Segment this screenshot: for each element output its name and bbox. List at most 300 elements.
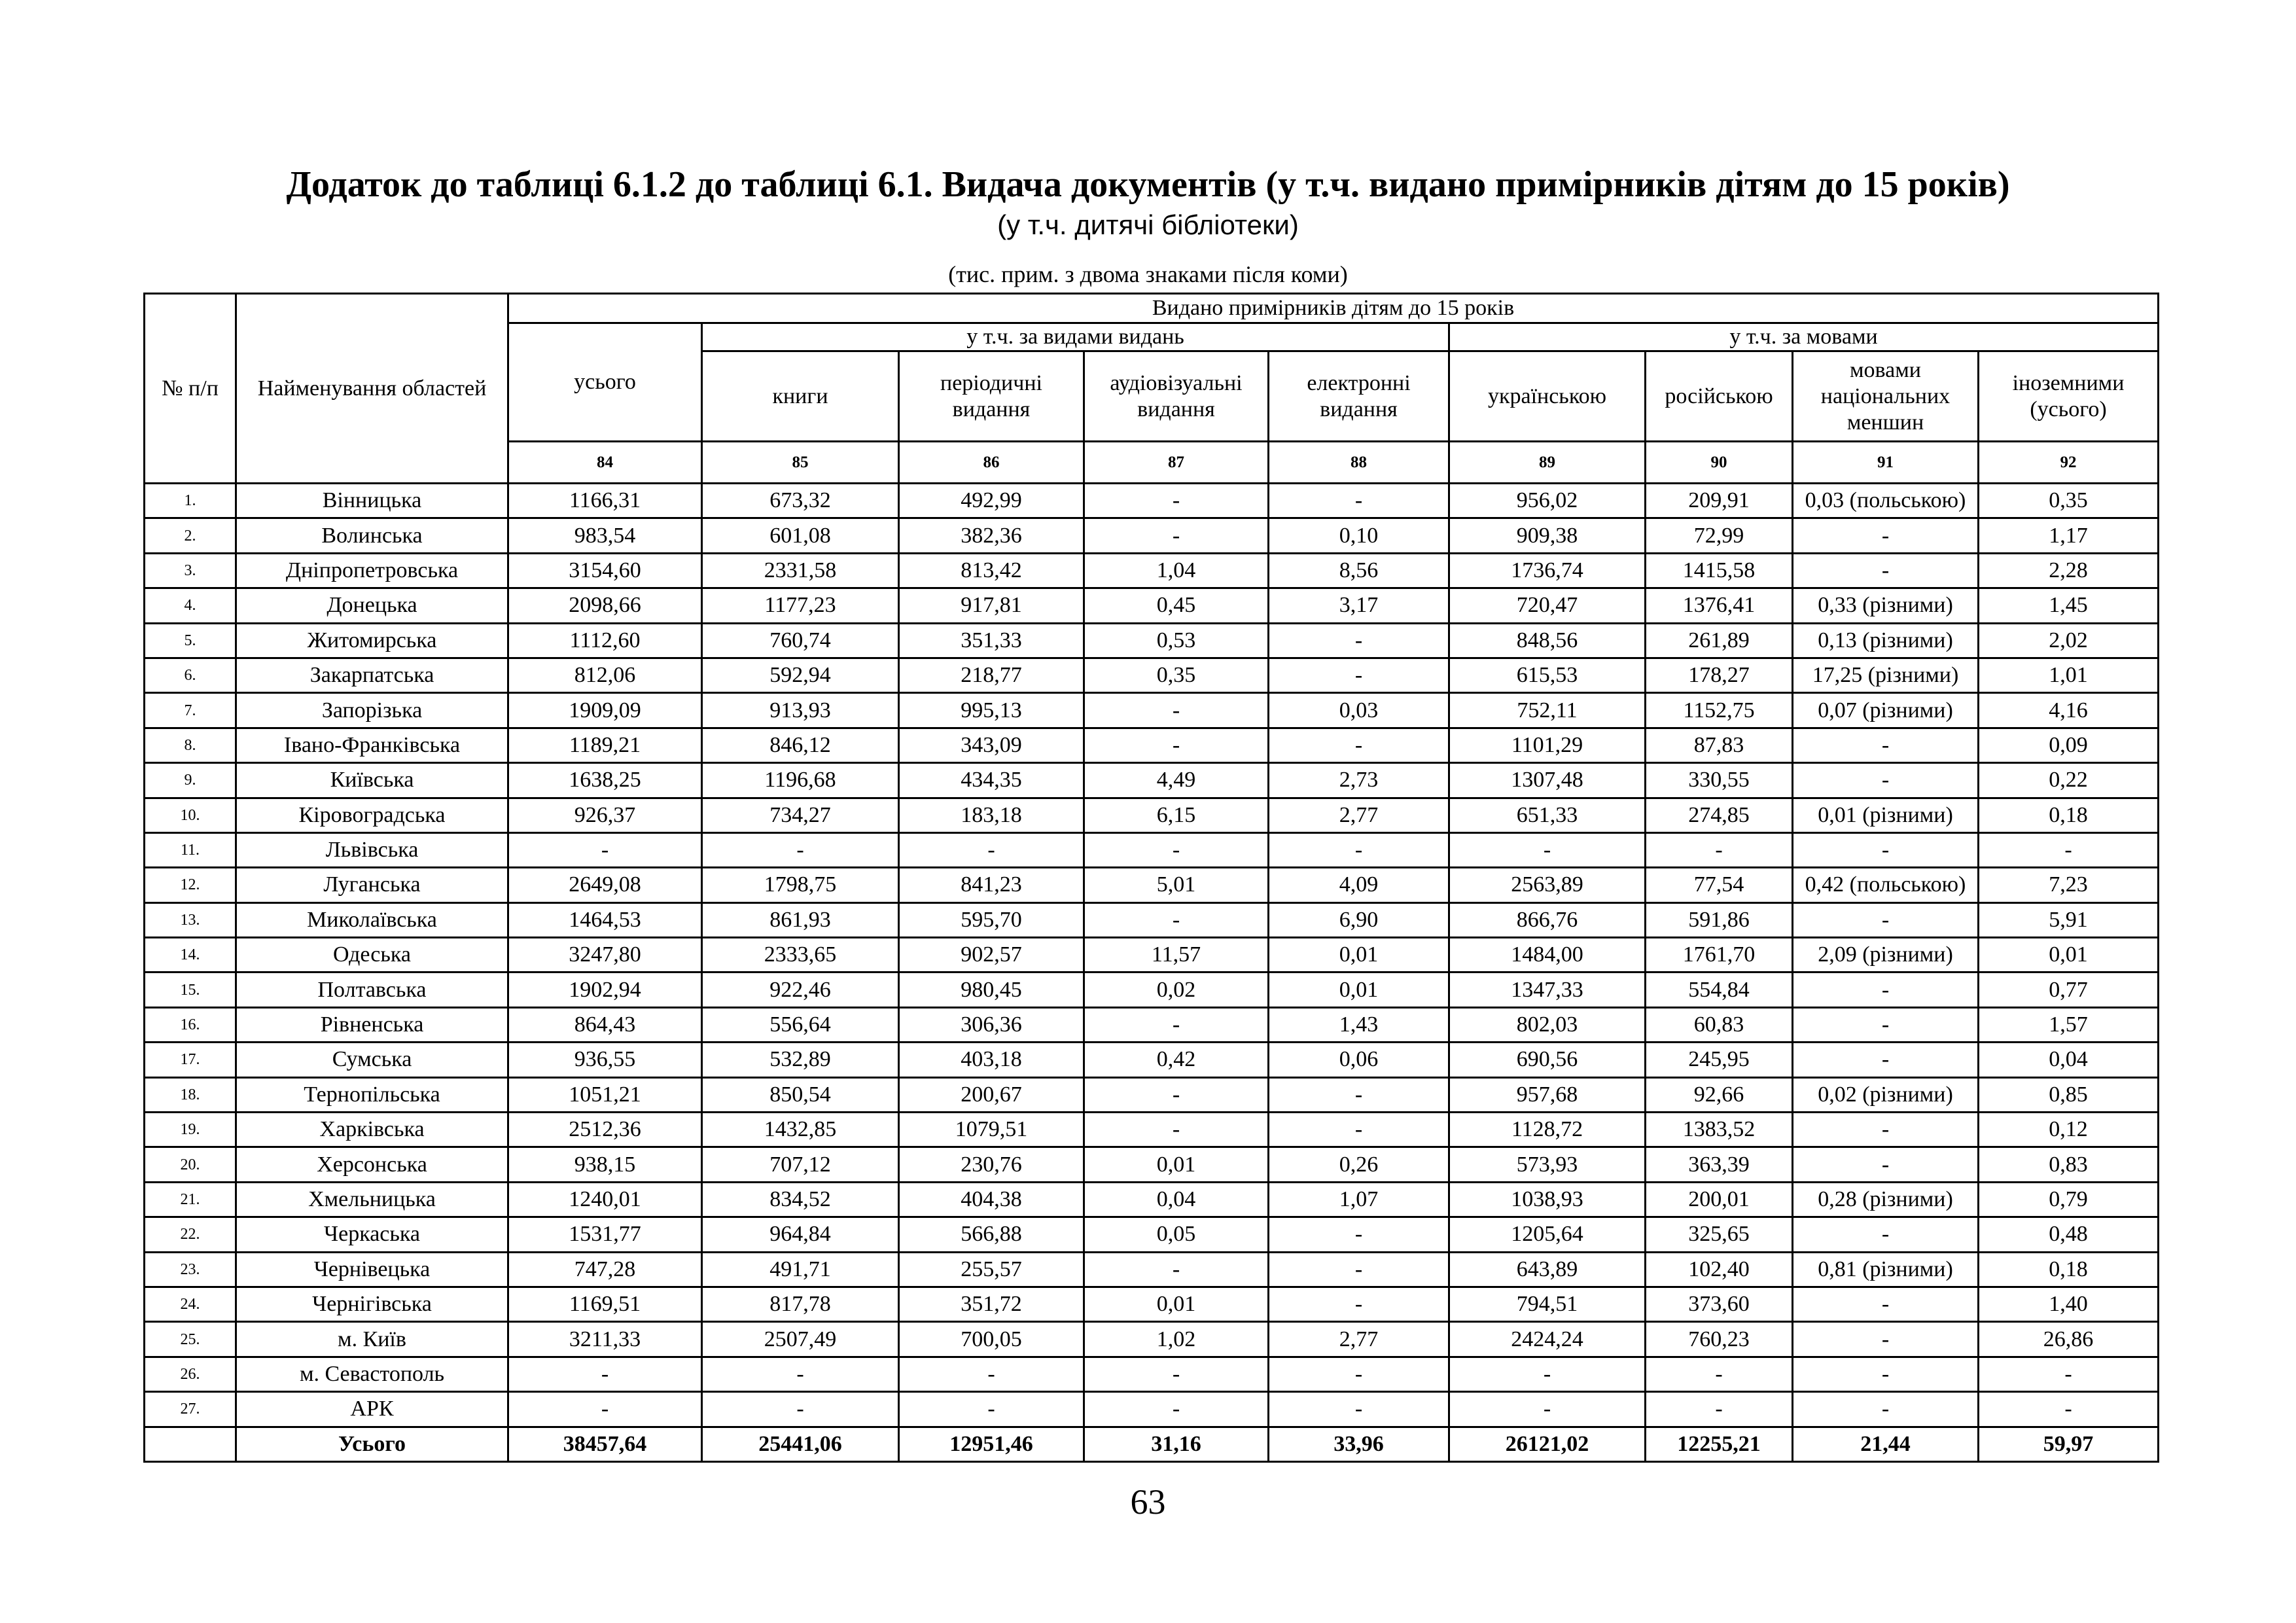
column-number: 91: [1793, 442, 1979, 484]
table-cell: 351,72: [899, 1287, 1084, 1321]
table-cell: -: [702, 832, 899, 867]
region-name: Одеська: [236, 938, 508, 972]
table-cell: -: [1269, 1252, 1449, 1287]
header-by-language: у т.ч. за мовами: [1449, 323, 2159, 351]
table-cell: 245,95: [1646, 1043, 1793, 1077]
table-cell: -: [1793, 832, 1979, 867]
table-body: [145, 484, 2159, 1462]
region-name: Івано-Франківська: [236, 728, 508, 762]
table-cell: 3211,33: [508, 1322, 702, 1357]
table-cell: 957,68: [1449, 1077, 1646, 1112]
table-cell: 434,35: [899, 763, 1084, 798]
table-cell: 4,16: [1979, 693, 2159, 728]
row-number: 26.: [145, 1357, 236, 1391]
region-name: Донецька: [236, 588, 508, 623]
table-cell: 230,76: [899, 1147, 1084, 1182]
region-name: АРК: [236, 1392, 508, 1427]
row-number: 4.: [145, 588, 236, 623]
table-cell: -: [1269, 1392, 1449, 1427]
table-cell: 1,04: [1084, 553, 1269, 588]
table-cell: 1,02: [1084, 1322, 1269, 1357]
table-cell: -: [1269, 1217, 1449, 1252]
table-cell: -: [1979, 1357, 2159, 1391]
table-cell: 1909,09: [508, 693, 702, 728]
table-cell: 31,16: [1084, 1427, 1269, 1461]
table-cell: 403,18: [899, 1043, 1084, 1077]
table-cell: 0,26: [1269, 1147, 1449, 1182]
table-cell: -: [1793, 1113, 1979, 1147]
region-name: Дніпропетровська: [236, 553, 508, 588]
region-name: Хмельницька: [236, 1182, 508, 1217]
region-name: Сумська: [236, 1043, 508, 1077]
table-cell: -: [1084, 693, 1269, 728]
table-cell: -: [1084, 1007, 1269, 1042]
table-cell: 26,86: [1979, 1322, 2159, 1357]
table-cell: 2098,66: [508, 588, 702, 623]
table-cell: 864,43: [508, 1007, 702, 1042]
table-cell: -: [508, 832, 702, 867]
header-col-foreign: іноземними (усього): [1979, 351, 2159, 442]
data-table: [143, 293, 2159, 1463]
table-cell: -: [1793, 972, 1979, 1007]
table-cell: 834,52: [702, 1182, 899, 1217]
table-cell: -: [1269, 1287, 1449, 1321]
table-cell: 2512,36: [508, 1113, 702, 1147]
table-cell: 363,39: [1646, 1147, 1793, 1182]
region-name: Волинська: [236, 518, 508, 553]
table-row: [145, 728, 2159, 762]
table-cell: 573,93: [1449, 1147, 1646, 1182]
table-cell: 1,57: [1979, 1007, 2159, 1042]
region-name: Луганська: [236, 868, 508, 902]
row-number: 18.: [145, 1077, 236, 1112]
table-cell: -: [508, 1357, 702, 1391]
table-cell: -: [702, 1357, 899, 1391]
table-cell: 255,57: [899, 1252, 1084, 1287]
row-number: 25.: [145, 1322, 236, 1357]
region-name: Харківська: [236, 1113, 508, 1147]
page-number: 63: [1130, 1482, 1166, 1522]
table-cell: 1307,48: [1449, 763, 1646, 798]
table-cell: 1798,75: [702, 868, 899, 902]
table-cell: 846,12: [702, 728, 899, 762]
table-cell: -: [1793, 518, 1979, 553]
table-cell: 841,23: [899, 868, 1084, 902]
table-cell: 0,18: [1979, 1252, 2159, 1287]
table-cell: 1189,21: [508, 728, 702, 762]
header-col-periodicals: періодичні видання: [899, 351, 1084, 442]
table-cell: 6,90: [1269, 902, 1449, 937]
table-cell: 556,64: [702, 1007, 899, 1042]
table-cell: 802,03: [1449, 1007, 1646, 1042]
table-cell: 2,09 (різними): [1793, 938, 1979, 972]
table-cell: 601,08: [702, 518, 899, 553]
table-cell: 817,78: [702, 1287, 899, 1321]
table-cell: 2507,49: [702, 1322, 899, 1357]
table-cell: 936,55: [508, 1043, 702, 1077]
table-cell: 92,66: [1646, 1077, 1793, 1112]
table-cell: 2,77: [1269, 1322, 1449, 1357]
table-cell: 0,01: [1084, 1287, 1269, 1321]
row-number: 2.: [145, 518, 236, 553]
row-number: 7.: [145, 693, 236, 728]
header-col-books: книги: [702, 351, 899, 442]
table-cell: 1038,93: [1449, 1182, 1646, 1217]
table-cell: 0,33 (різними): [1793, 588, 1979, 623]
table-cell: 17,25 (різними): [1793, 658, 1979, 692]
column-number: 84: [508, 442, 702, 484]
table-cell: 595,70: [899, 902, 1084, 937]
table-cell: 1464,53: [508, 902, 702, 937]
region-name: Херсонська: [236, 1147, 508, 1182]
table-cell: -: [1269, 1113, 1449, 1147]
table-cell: 1166,31: [508, 484, 702, 518]
header-col-electronic: електронні видання: [1269, 351, 1449, 442]
table-cell: 87,83: [1646, 728, 1793, 762]
region-name: Житомирська: [236, 623, 508, 658]
row-number: 20.: [145, 1147, 236, 1182]
table-cell: 26121,02: [1449, 1427, 1646, 1461]
table-cell: 983,54: [508, 518, 702, 553]
table-cell: -: [1269, 623, 1449, 658]
table-cell: 1484,00: [1449, 938, 1646, 972]
table-cell: 2649,08: [508, 868, 702, 902]
row-number: 14.: [145, 938, 236, 972]
table-cell: -: [1449, 1392, 1646, 1427]
table-cell: -: [1084, 1357, 1269, 1391]
table-cell: 913,93: [702, 693, 899, 728]
table-cell: 651,33: [1449, 798, 1646, 832]
table-row: [145, 1252, 2159, 1287]
table-row: [145, 658, 2159, 692]
table-cell: 813,42: [899, 553, 1084, 588]
table-cell: 2563,89: [1449, 868, 1646, 902]
table-cell: 866,76: [1449, 902, 1646, 937]
table-row: [145, 588, 2159, 623]
table-cell: 261,89: [1646, 623, 1793, 658]
table-cell: 794,51: [1449, 1287, 1646, 1321]
table-cell: 11,57: [1084, 938, 1269, 972]
table-cell: 591,86: [1646, 902, 1793, 937]
table-cell: 382,36: [899, 518, 1084, 553]
page-subtitle: (у т.ч. дитячі бібліотеки): [997, 209, 1299, 240]
table-cell: 902,57: [899, 938, 1084, 972]
page-title: Додаток до таблиці 6.1.2 до таблиці 6.1. Видача документів (у т.ч. видано примірників дітям до 15 років): [286, 164, 2010, 205]
table-cell: -: [1793, 1043, 1979, 1077]
table-cell: 4,09: [1269, 868, 1449, 902]
table-cell: 3247,80: [508, 938, 702, 972]
table-row: [145, 518, 2159, 553]
table-row: [145, 868, 2159, 902]
table-cell: 0,45: [1084, 588, 1269, 623]
table-cell: 1051,21: [508, 1077, 702, 1112]
table-cell: 707,12: [702, 1147, 899, 1182]
table-cell: 592,94: [702, 658, 899, 692]
table-cell: 720,47: [1449, 588, 1646, 623]
table-cell: -: [1084, 518, 1269, 553]
table-cell: 0,79: [1979, 1182, 2159, 1217]
table-cell: 6,15: [1084, 798, 1269, 832]
table-cell: 274,85: [1646, 798, 1793, 832]
table-cell: 0,35: [1979, 484, 2159, 518]
total-row: [145, 1427, 2159, 1461]
table-cell: 1,17: [1979, 518, 2159, 553]
table-cell: 938,15: [508, 1147, 702, 1182]
table-cell: -: [1793, 1357, 1979, 1391]
column-number: 90: [1646, 442, 1793, 484]
header-col-audiovisual: аудіовізуальні видання: [1084, 351, 1269, 442]
table-cell: 0,09: [1979, 728, 2159, 762]
table-cell: 673,32: [702, 484, 899, 518]
column-number: 87: [1084, 442, 1269, 484]
table-row: [145, 693, 2159, 728]
table-row: [145, 972, 2159, 1007]
table-cell: 102,40: [1646, 1252, 1793, 1287]
row-number: 16.: [145, 1007, 236, 1042]
table-cell: 917,81: [899, 588, 1084, 623]
table-cell: 850,54: [702, 1077, 899, 1112]
region-name: Запорізька: [236, 693, 508, 728]
table-cell: 1112,60: [508, 623, 702, 658]
table-cell: -: [1449, 832, 1646, 867]
row-number: 3.: [145, 553, 236, 588]
table-row: [145, 1077, 2159, 1112]
row-number: 27.: [145, 1392, 236, 1427]
table-row: [145, 1147, 2159, 1182]
table-cell: 861,93: [702, 902, 899, 937]
table-cell: 2,77: [1269, 798, 1449, 832]
table-cell: -: [1979, 1392, 2159, 1427]
table-cell: 1240,01: [508, 1182, 702, 1217]
table-row: [145, 623, 2159, 658]
table-cell: 1761,70: [1646, 938, 1793, 972]
table-cell: 1638,25: [508, 763, 702, 798]
table-cell: 1101,29: [1449, 728, 1646, 762]
table-cell: 760,23: [1646, 1322, 1793, 1357]
column-number: 86: [899, 442, 1084, 484]
table-cell: 0,42: [1084, 1043, 1269, 1077]
table-cell: 404,38: [899, 1182, 1084, 1217]
table-cell: 0,83: [1979, 1147, 2159, 1182]
table-cell: 848,56: [1449, 623, 1646, 658]
table-row: [145, 1287, 2159, 1321]
table-cell: 2,28: [1979, 553, 2159, 588]
table-cell: 1383,52: [1646, 1113, 1793, 1147]
table-cell: -: [1646, 832, 1793, 867]
table-cell: -: [1084, 1077, 1269, 1112]
table-cell: -: [1793, 1392, 1979, 1427]
table-cell: 1,40: [1979, 1287, 2159, 1321]
table-row: [145, 1392, 2159, 1427]
table-cell: 2,02: [1979, 623, 2159, 658]
table-cell: 995,13: [899, 693, 1084, 728]
table-row: [145, 832, 2159, 867]
table-cell: -: [899, 1392, 1084, 1427]
table-cell: 0,77: [1979, 972, 2159, 1007]
table-cell: -: [1084, 1113, 1269, 1147]
region-name: Полтавська: [236, 972, 508, 1007]
table-cell: 1736,74: [1449, 553, 1646, 588]
region-name: Вінницька: [236, 484, 508, 518]
table-cell: 492,99: [899, 484, 1084, 518]
row-number: 6.: [145, 658, 236, 692]
table-cell: 566,88: [899, 1217, 1084, 1252]
table-cell: -: [1793, 1322, 1979, 1357]
column-number: 92: [1979, 442, 2159, 484]
row-number: 21.: [145, 1182, 236, 1217]
table-cell: -: [899, 832, 1084, 867]
region-name: Тернопільська: [236, 1077, 508, 1112]
header-num: № п/п: [145, 294, 236, 484]
table-cell: -: [1084, 1392, 1269, 1427]
table-cell: 183,18: [899, 798, 1084, 832]
table-row: [145, 1357, 2159, 1391]
table-cell: 373,60: [1646, 1287, 1793, 1321]
units-note: (тис. прим. з двома знаками після коми): [948, 261, 1348, 287]
row-number: 17.: [145, 1043, 236, 1077]
table-cell: 1196,68: [702, 763, 899, 798]
region-name: Усього: [236, 1427, 508, 1461]
table-cell: 0,42 (польською): [1793, 868, 1979, 902]
row-number: 1.: [145, 484, 236, 518]
region-name: Львівська: [236, 832, 508, 867]
table-cell: 0,18: [1979, 798, 2159, 832]
table-row: [145, 763, 2159, 798]
table-cell: 1376,41: [1646, 588, 1793, 623]
row-number: [145, 1427, 236, 1461]
table-cell: 72,99: [1646, 518, 1793, 553]
table-cell: 1,43: [1269, 1007, 1449, 1042]
table-cell: 956,02: [1449, 484, 1646, 518]
table-cell: 812,06: [508, 658, 702, 692]
table-cell: 0,02 (різними): [1793, 1077, 1979, 1112]
table-cell: -: [1084, 832, 1269, 867]
header-group: Видано примірників дітям до 15 років: [508, 294, 2159, 323]
table-cell: 0,12: [1979, 1113, 2159, 1147]
row-number: 15.: [145, 972, 236, 1007]
table-cell: 7,23: [1979, 868, 2159, 902]
table-cell: 1169,51: [508, 1287, 702, 1321]
table-cell: 351,33: [899, 623, 1084, 658]
table-cell: 0,35: [1084, 658, 1269, 692]
region-name: Чернігівська: [236, 1287, 508, 1321]
header-total: усього: [508, 323, 702, 442]
table-cell: 0,10: [1269, 518, 1449, 553]
table-cell: -: [1793, 728, 1979, 762]
table-row: [145, 1217, 2159, 1252]
table-cell: -: [1269, 658, 1449, 692]
table-cell: 690,56: [1449, 1043, 1646, 1077]
header-col-minority: мовами національних меншин: [1793, 351, 1979, 442]
table-cell: 0,01 (різними): [1793, 798, 1979, 832]
row-number: 13.: [145, 902, 236, 937]
table-cell: 218,77: [899, 658, 1084, 692]
header-by-type: у т.ч. за видами видань: [702, 323, 1449, 351]
table-cell: 0,06: [1269, 1043, 1449, 1077]
region-name: Київська: [236, 763, 508, 798]
table-cell: 0,13 (різними): [1793, 623, 1979, 658]
table-cell: 3,17: [1269, 588, 1449, 623]
table-cell: 33,96: [1269, 1427, 1449, 1461]
table-cell: -: [1084, 902, 1269, 937]
column-number: 88: [1269, 442, 1449, 484]
table-cell: -: [1979, 832, 2159, 867]
table-cell: 2331,58: [702, 553, 899, 588]
table-cell: 330,55: [1646, 763, 1793, 798]
table-cell: 1432,85: [702, 1113, 899, 1147]
row-number: 24.: [145, 1287, 236, 1321]
region-name: Закарпатська: [236, 658, 508, 692]
table-cell: 60,83: [1646, 1007, 1793, 1042]
region-name: м. Київ: [236, 1322, 508, 1357]
table-cell: 0,01: [1269, 972, 1449, 1007]
table-cell: -: [1269, 1357, 1449, 1391]
table-cell: 926,37: [508, 798, 702, 832]
table-cell: -: [899, 1357, 1084, 1391]
table-cell: 209,91: [1646, 484, 1793, 518]
table-row: [145, 1182, 2159, 1217]
table-cell: 77,54: [1646, 868, 1793, 902]
table-cell: 964,84: [702, 1217, 899, 1252]
table-row: [145, 902, 2159, 937]
column-number: 89: [1449, 442, 1646, 484]
region-name: Рівненська: [236, 1007, 508, 1042]
table-row: [145, 798, 2159, 832]
table-cell: 752,11: [1449, 693, 1646, 728]
table-cell: 4,49: [1084, 763, 1269, 798]
row-number: 12.: [145, 868, 236, 902]
row-number: 19.: [145, 1113, 236, 1147]
table-cell: 1902,94: [508, 972, 702, 1007]
table-cell: 2424,24: [1449, 1322, 1646, 1357]
table-cell: 12951,46: [899, 1427, 1084, 1461]
table-cell: 2333,65: [702, 938, 899, 972]
header-region-name: Найменування областей: [236, 294, 508, 484]
table-row: [145, 1007, 2159, 1042]
table-cell: 643,89: [1449, 1252, 1646, 1287]
table-cell: 922,46: [702, 972, 899, 1007]
row-number: 5.: [145, 623, 236, 658]
table-row: [145, 938, 2159, 972]
table-cell: -: [1269, 484, 1449, 518]
table-cell: 0,02: [1084, 972, 1269, 1007]
region-name: Кіровоградська: [236, 798, 508, 832]
table-cell: 0,05: [1084, 1217, 1269, 1252]
table-cell: 1,01: [1979, 658, 2159, 692]
table-cell: 0,04: [1979, 1043, 2159, 1077]
table-cell: 38457,64: [508, 1427, 702, 1461]
table-cell: -: [702, 1392, 899, 1427]
table-cell: 0,85: [1979, 1077, 2159, 1112]
table-cell: -: [1646, 1357, 1793, 1391]
table-cell: -: [1646, 1392, 1793, 1427]
table-cell: 0,48: [1979, 1217, 2159, 1252]
table-cell: 1205,64: [1449, 1217, 1646, 1252]
region-name: Чернівецька: [236, 1252, 508, 1287]
table-cell: 5,91: [1979, 902, 2159, 937]
table-cell: -: [1793, 553, 1979, 588]
table-row: [145, 553, 2159, 588]
table-cell: 491,71: [702, 1252, 899, 1287]
table-cell: 734,27: [702, 798, 899, 832]
table-cell: 0,28 (різними): [1793, 1182, 1979, 1217]
table-cell: 554,84: [1646, 972, 1793, 1007]
row-number: 8.: [145, 728, 236, 762]
table-cell: 0,22: [1979, 763, 2159, 798]
table-cell: 12255,21: [1646, 1427, 1793, 1461]
table-cell: 25441,06: [702, 1427, 899, 1461]
table-cell: -: [1269, 728, 1449, 762]
